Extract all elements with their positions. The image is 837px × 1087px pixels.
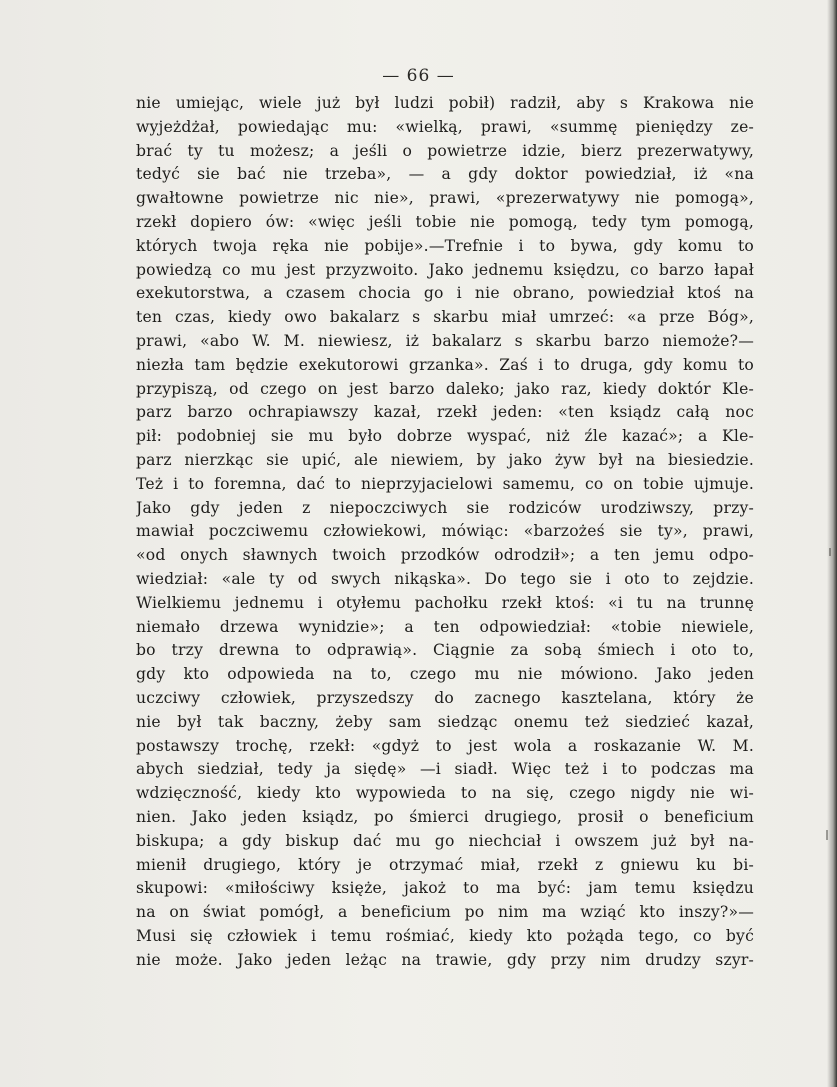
text-line: nie umiejąc, wiele już był ludzi pobił) radził, aby s Krakowa nie [136,94,754,112]
body-text [136,92,754,972]
text-line: postawszy trochę, rzekł: «gdyż to jest wola a roskazanie W. M. [136,736,754,755]
text-line: wdzięczność, kiedy kto wypowieda to na się, czego nigdy nie wi- [136,784,754,803]
text-line: nien. Jako jeden ksiądz, po śmierci drugiego, prosił o beneficium [136,807,754,826]
text-line: exekutorstwa, a czasem chocia go i nie obrano, powiedział ktoś na [136,284,754,303]
text-line: rzekł dopiero ów: «więc jeśli tobie nie pomogą, tedy tym pomogą, [136,212,754,231]
page-number: — 66 — [382,66,455,86]
text-line: Wielkiemu jednemu i otyłemu pachołku rzekł ktoś: «i tu na trunnę [136,593,754,612]
text-line: tedyć sie bać nie trzeba», — a gdy doktor powiedział, iż «na [136,165,754,184]
text-line: pił: podobniej sie mu było dobrze wyspać, niż źle kazać»; a Kle- [136,427,754,446]
text-line: bo trzy drewna to odprawią». Ciągnie za sobą śmiech i oto to, [136,641,754,660]
text-line: niemało drzewa wynidzie»; a ten odpowiedział: «tobie niewiele, [136,617,754,636]
text-line: nie był tak baczny, żeby sam siedząc onemu też siedzieć kazał, [136,712,754,731]
text-line: gwałtowne powietrze nic nie», prawi, «prezerwatywy nie pomogą», [136,189,754,208]
text-line: parz nierzkąc sie upić, ale niewiem, by jako żyw był na biesiedzie. [136,450,754,469]
text-line: nie może. Jako jeden leżąc na trawie, gdy przy nim drudzy szyr- [136,950,754,969]
text-line: Jako gdy jeden z niepoczciwych sie rodziców urodziwszy, przy- [136,498,754,517]
text-line: Też i to foremna, dać to nieprzyjacielowi samemu, co on tobie ujmuje. [136,474,754,493]
text-line: Musi się człowiek i temu rośmiać, kiedy kto pożąda tego, co być [136,926,754,945]
text-line: biskupa; a gdy biskup dać mu go niechciał i owszem już był na- [136,831,754,850]
text-line: uczciwy człowiek, przyszedszy do zacnego kasztelana, który że [136,688,754,707]
text-line: skupowi: «miłościwy księże, jakoż to ma być: jam temu księdzu [136,879,754,898]
text-line: niezła tam będzie exekutorowi grzanka». Zaś i to druga, gdy komu to [136,355,754,374]
text-line: mawiał poczciwemu człowiekowi, mówiąc: «barzożeś sie ty», prawi, [136,522,754,541]
text-line: parz barzo ochrapiawszy kazał, rzekł jeden: «ten ksiądz całą noc [136,403,754,422]
text-line: ten czas, kiedy owo bakalarz s skarbu miał umrzeć: «a prze Bóg», [136,308,754,327]
text-line: mienił drugiego, który je otrzymać miał, rzekł z gniewu ku bi- [136,855,754,874]
text-line: wiedział: «ale ty od swych nikąska». Do tego sie i oto to zejdzie. [136,569,754,588]
text-line: gdy kto odpowieda na to, czego mu nie mówiono. Jako jeden [136,665,754,684]
text-line: wyjeżdżał, powiedając mu: «wielką, prawi, «summę pieniędzy ze- [136,117,754,136]
page-edge-shadow [827,0,837,1087]
text-line: «od onych sławnych twoich przodków odrodził»; a ten jemu odpo- [136,546,754,565]
text-line: powiedzą co mu jest przyzwoito. Jako jednemu księdzu, co barzo łapał [136,260,754,279]
text-line: prawi, «abo W. M. niewiesz, iż bakalarz s skarbu barzo niemoże?— [136,331,754,350]
text-line: abych siedział, tedy ja siędę» —i siadł. Więc też i to podczas ma [136,760,754,779]
text-line: których twoja ręka nie pobije».—Trefnie i to bywa, gdy komu to [136,236,754,255]
text-line: przypiszą, od czego on jest barzo daleko; jako raz, kiedy doktór Kle- [136,379,754,398]
text-line: brać ty tu możesz; a jeśli o powietrze idzie, bierz prezerwatywy, [136,141,754,160]
text-line: na on świat pomógł, a beneficium po nim ma wziąć kto inszy?»— [136,903,754,922]
